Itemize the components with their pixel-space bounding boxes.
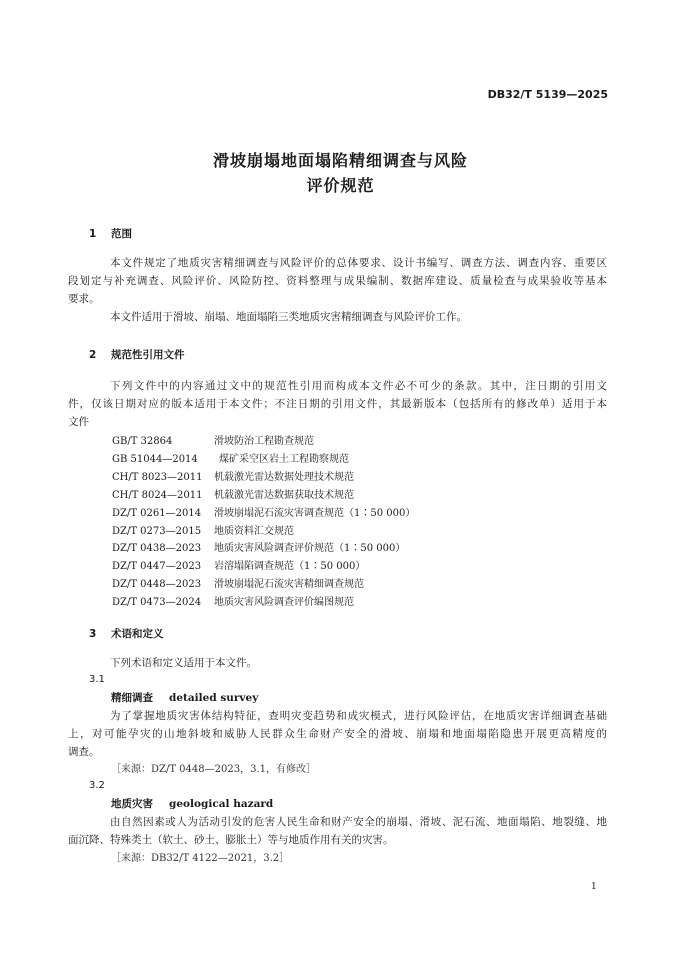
reference-item xyxy=(112,505,415,523)
term-heading xyxy=(111,796,273,811)
section-title: 规范性引用文件 xyxy=(111,349,185,361)
section-title: 术语和定义 xyxy=(111,628,164,640)
term-chinese: 地质灾害 xyxy=(111,798,153,810)
section-1-paragraph-1 xyxy=(68,254,607,308)
term-english: detailed survey xyxy=(169,692,259,704)
text-line: 要求。 xyxy=(68,293,100,305)
section-2-intro xyxy=(68,377,607,431)
reference-title: 滑坡崩塌泥石流灾害精细调查规范 xyxy=(214,579,364,591)
section-number: 3 xyxy=(89,628,97,640)
reference-item xyxy=(112,540,415,558)
reference-title: 滑坡防治工程勘查规范 xyxy=(214,436,314,447)
section-1-heading xyxy=(89,226,132,241)
reference-code: DZ/T 0473—2024 xyxy=(112,597,202,609)
term-definition xyxy=(68,813,607,849)
reference-code: CH/T 8023—2011 xyxy=(112,471,203,483)
text-line: 段划定与补充调查、风险评价、风险防控、资料整理与成果编制、数据库建设、质量检查与成果验收等基本 xyxy=(68,275,607,287)
page-number: 1 xyxy=(591,882,597,892)
text-line: 下列术语和定义适用于本文件。 xyxy=(110,657,257,669)
reference-item xyxy=(112,487,415,505)
normative-reference-list xyxy=(112,433,415,612)
term-heading xyxy=(111,690,258,705)
reference-code: GB/T 32864 xyxy=(112,436,173,447)
text-line: 面沉降、特殊类土（软土、砂土、膨胀土）等与地质作用有关的灾害。 xyxy=(68,834,394,846)
section-title: 范围 xyxy=(111,228,132,240)
reference-item xyxy=(112,523,415,541)
text-line: 文件 xyxy=(68,416,89,428)
text-line: 本文件适用于滑坡、崩塌、地面塌陷三类地质灾害精细调查与风险评价工作。 xyxy=(110,311,467,323)
reference-title: 地质灾害风险调查评价规范（1∶50 000） xyxy=(214,543,406,555)
section-2-heading xyxy=(89,347,185,362)
reference-title: 岩溶塌陷调查规范（1∶50 000） xyxy=(214,561,366,573)
text-line: 由自然因素或人为活动引发的危害人民生命和财产安全的崩塌、滑坡、泥石流、地面塌陷、地裂缝、地 xyxy=(110,816,607,828)
text-line: 上，对可能孕灾的山地斜坡和威胁人民群众生命财产安全的滑坡、崩塌和地面塌陷隐患开展更高精度的 xyxy=(68,728,607,740)
term-source: ［来源：DB32/T 4122—2021，3.2］ xyxy=(111,853,290,864)
document-title-line-2: 评价规范 xyxy=(306,176,375,195)
text-line: 调查。 xyxy=(68,746,100,758)
reference-title: 地质资料汇交规范 xyxy=(214,525,294,537)
text-line: 件，仅该日期对应的版本适用于本文件；不注日期的引用文件，其最新版本（包括所有的修改单）适用于本 xyxy=(68,398,607,410)
reference-title: 地质灾害风险调查评价编图规范 xyxy=(214,597,354,609)
reference-code: GB 51044—2014 xyxy=(112,453,198,465)
term-definition xyxy=(68,707,607,761)
document-title-line-1: 滑坡崩塌地面塌陷精细调查与风险 xyxy=(212,151,468,170)
text-line: 本文件规定了地质灾害精细调查与风险评价的总体要求、设计书编写、调查方法、调查内容、重要区 xyxy=(110,257,607,269)
section-1-paragraph-2 xyxy=(89,308,607,326)
reference-title: 煤矿采空区岩土工程勘察规范 xyxy=(219,453,349,465)
term-number: 3.2 xyxy=(89,780,105,791)
reference-item xyxy=(112,594,415,612)
section-number: 1 xyxy=(89,228,97,240)
reference-title: 滑坡崩塌泥石流灾害调查规范（1∶50 000） xyxy=(214,507,416,519)
reference-item xyxy=(112,433,415,451)
term-chinese: 精细调查 xyxy=(111,692,153,704)
reference-code: DZ/T 0261—2014 xyxy=(112,507,202,519)
reference-code: CH/T 8024—2011 xyxy=(112,489,203,501)
reference-item xyxy=(112,469,415,487)
reference-code: DZ/T 0273—2015 xyxy=(112,525,202,537)
reference-item xyxy=(112,451,415,469)
term-number: 3.1 xyxy=(89,674,105,685)
section-number: 2 xyxy=(89,349,97,361)
reference-code: DZ/T 0438—2023 xyxy=(112,543,202,555)
term-source: ［来源：DZ/T 0448—2023，3.1，有修改］ xyxy=(111,764,316,775)
standard-code: DB32/T 5139—2025 xyxy=(487,88,608,101)
reference-code: DZ/T 0447—2023 xyxy=(112,561,202,573)
text-line: 为了掌握地质灾害体结构特征，查明灾变趋势和成灾模式，进行风险评估，在地质灾害详细调查基础 xyxy=(110,710,607,722)
term-english: geological hazard xyxy=(169,798,274,810)
section-3-heading xyxy=(89,626,164,641)
text-line: 下列文件中的内容通过文中的规范性引用而构成本文件必不可少的条款。其中，注日期的引用文 xyxy=(110,380,607,392)
reference-title: 机载激光雷达数据获取技术规范 xyxy=(214,489,354,501)
section-3-intro xyxy=(89,654,607,672)
reference-item xyxy=(112,558,415,576)
reference-title: 机载激光雷达数据处理技术规范 xyxy=(214,471,354,483)
reference-item xyxy=(112,576,415,594)
reference-code: DZ/T 0448—2023 xyxy=(112,579,202,591)
